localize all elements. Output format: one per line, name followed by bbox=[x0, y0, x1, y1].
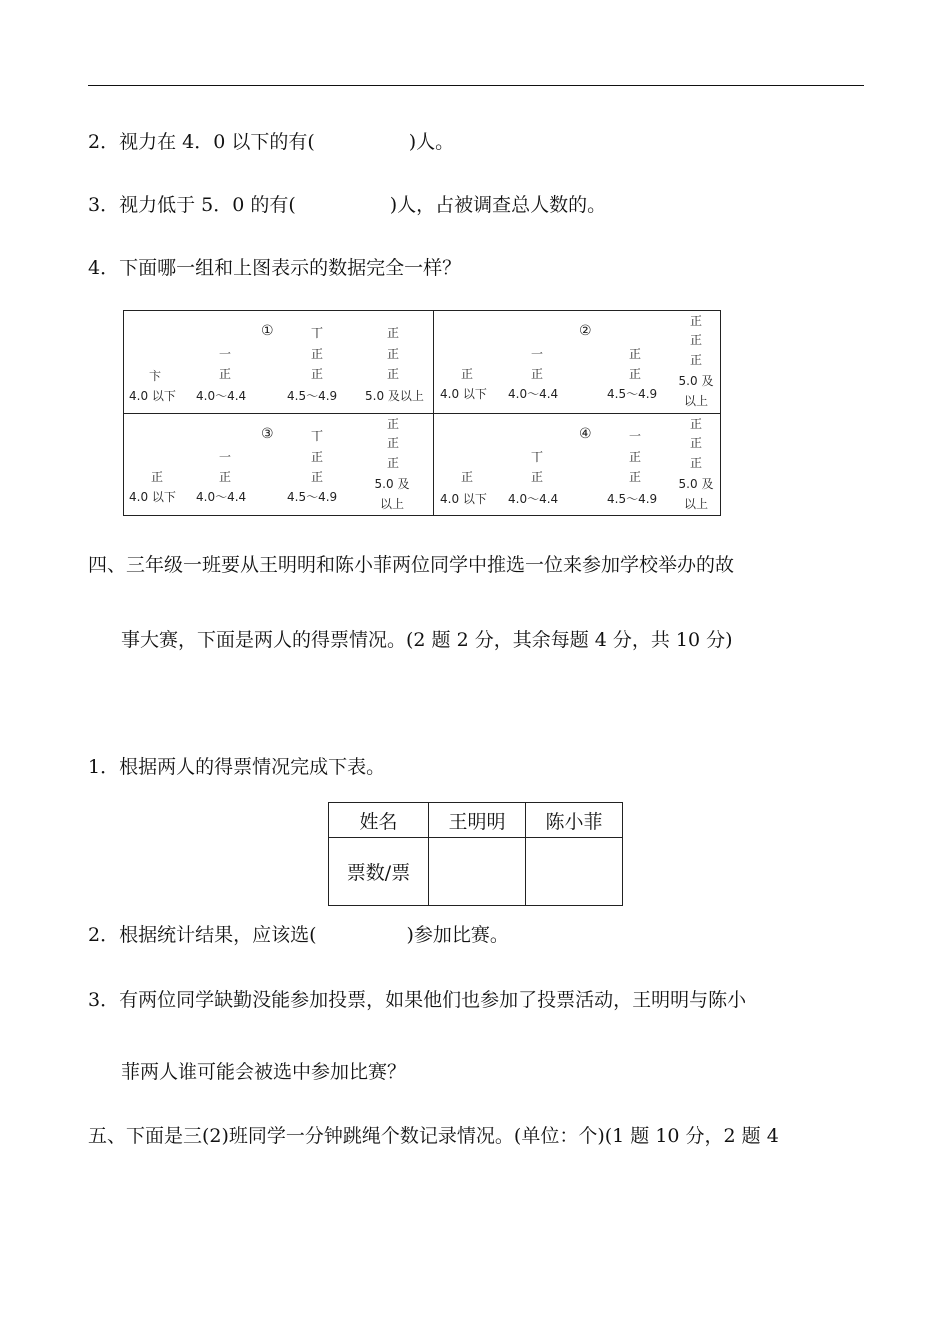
tally-mark: 丅 bbox=[310, 429, 323, 443]
range-label: 4.0～4.4 bbox=[508, 492, 559, 506]
tally-mark: 正 bbox=[310, 470, 323, 484]
range-label: 4.0～4.4 bbox=[196, 490, 247, 504]
tally-mark: 正 bbox=[628, 470, 641, 484]
tally-mark: 正 bbox=[386, 456, 399, 470]
header-chen: 陈小菲 bbox=[526, 803, 623, 838]
range-label-last: 5.0 及 以上 bbox=[374, 477, 410, 511]
tally-mark: 正 bbox=[628, 367, 641, 381]
tally-mark: 丅 bbox=[310, 326, 323, 340]
range-label: 4.0 以下 bbox=[440, 492, 487, 506]
question-3: 3．视力低于 5．0 的有( )人，占被调查总人数的。 bbox=[88, 194, 607, 216]
tally-mark: 正 bbox=[386, 347, 399, 361]
tally-mark: 正 bbox=[689, 333, 702, 347]
option-number: ③ bbox=[261, 426, 274, 442]
range-label: 4.0 以下 bbox=[129, 389, 176, 403]
section-5-title: 五、下面是三(2)班同学一分钟跳绳个数记录情况。(单位：个)(1 题 10 分，2 题 4 bbox=[88, 1125, 779, 1147]
question-4: 4．下面哪一组和上图表示的数据完全一样？ bbox=[88, 257, 462, 279]
range-label: 4.5～4.9 bbox=[607, 387, 658, 401]
tally-mark: 正 bbox=[530, 367, 543, 381]
tally-mark: 正 bbox=[386, 326, 399, 340]
option-number: ② bbox=[579, 323, 592, 339]
header-wang: 王明明 bbox=[429, 803, 526, 838]
tally-mark: 一 bbox=[530, 347, 543, 361]
header-name: 姓名 bbox=[329, 803, 429, 838]
tally-mark: 正 bbox=[310, 450, 323, 464]
votes-chen-cell[interactable] bbox=[526, 838, 623, 906]
section-4-title-line2: 事大赛，下面是两人的得票情况。(2 题 2 分，其余每题 4 分，共 10 分) bbox=[121, 629, 733, 651]
range-label: 4.5～4.9 bbox=[607, 492, 658, 506]
option-number: ① bbox=[261, 323, 274, 339]
votes-wang-cell[interactable] bbox=[429, 838, 526, 906]
vote-table bbox=[328, 802, 623, 906]
option-number: ④ bbox=[579, 426, 592, 442]
tally-mark: 正 bbox=[386, 367, 399, 381]
tally-mark: 正 bbox=[628, 347, 641, 361]
tally-mark: 正 bbox=[689, 353, 702, 367]
row-label-votes: 票数/票 bbox=[329, 838, 429, 906]
tally-mark: 丅 bbox=[530, 450, 543, 464]
top-rule bbox=[88, 85, 864, 86]
range-label: 4.5～4.9 bbox=[287, 389, 338, 403]
tally-mark: 正 bbox=[689, 314, 702, 328]
option-2[interactable] bbox=[434, 311, 733, 413]
tally-mark: 一 bbox=[218, 450, 231, 464]
range-label: 4.0 以下 bbox=[129, 490, 176, 504]
tally-mark: 正 bbox=[218, 367, 231, 381]
tally-mark: 正 bbox=[689, 417, 702, 431]
section-4-question-3-line1: 3．有两位同学缺勤没能参加投票，如果他们也参加了投票活动，王明明与陈小 bbox=[88, 989, 747, 1011]
section-4-title-line1: 四、三年级一班要从王明明和陈小菲两位同学中推选一位来参加学校举办的故 bbox=[88, 554, 735, 576]
tally-options-grid bbox=[123, 310, 721, 516]
tally-mark: 正 bbox=[628, 450, 641, 464]
option-1[interactable] bbox=[124, 311, 423, 413]
tally-mark: 正 bbox=[689, 456, 702, 470]
section-4-question-3-line2: 菲两人谁可能会被选中参加比赛？ bbox=[121, 1061, 407, 1083]
tally-mark: 正 bbox=[689, 436, 702, 450]
tally-mark: 正 bbox=[218, 470, 231, 484]
tally-mark: 正 bbox=[460, 367, 473, 381]
question-2: 2．视力在 4．0 以下的有( )人。 bbox=[88, 131, 455, 153]
tally-mark: 正 bbox=[310, 347, 323, 361]
tally-mark: 正 bbox=[310, 367, 323, 381]
range-label: 4.5～4.9 bbox=[287, 490, 338, 504]
tally-mark: 正 bbox=[386, 436, 399, 450]
tally-mark: 正 bbox=[150, 470, 163, 484]
tally-mark: 一 bbox=[628, 429, 641, 443]
tally-mark: 正 bbox=[530, 470, 543, 484]
range-label: 4.0～4.4 bbox=[196, 389, 247, 403]
range-label: 4.0 以下 bbox=[440, 387, 487, 401]
tally-mark: 正 bbox=[386, 417, 399, 431]
option-3[interactable] bbox=[124, 414, 423, 516]
range-label-last: 5.0 及 以上 bbox=[678, 374, 714, 408]
tally-mark: 正 bbox=[460, 470, 473, 484]
section-4-question-1: 1．根据两人的得票情况完成下表。 bbox=[88, 756, 386, 778]
range-label: 4.0～4.4 bbox=[508, 387, 559, 401]
tally-mark: 一 bbox=[218, 347, 231, 361]
option-4[interactable] bbox=[434, 414, 733, 516]
range-label-last: 5.0 及 以上 bbox=[678, 477, 714, 511]
tally-mark: 卞 bbox=[148, 369, 161, 383]
section-4-question-2: 2．根据统计结果，应该选( )参加比赛。 bbox=[88, 924, 509, 946]
range-label: 5.0 及以上 bbox=[365, 389, 424, 403]
